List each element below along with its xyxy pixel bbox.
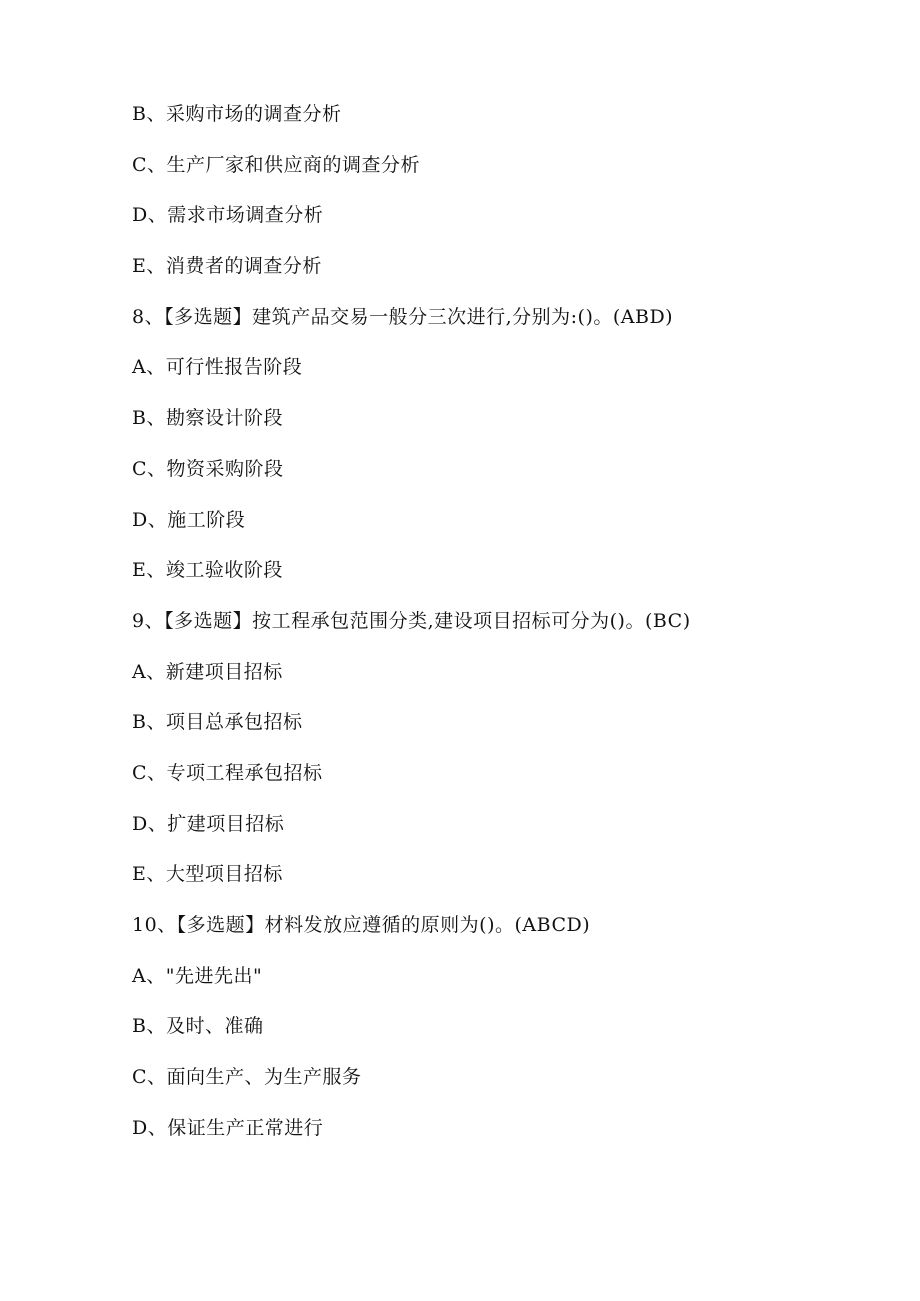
question-content bbox=[132, 100, 832, 1164]
option-b-procurement-market: B、采购市场的调查分析 bbox=[132, 103, 342, 125]
q8-option-d: D、施工阶段 bbox=[132, 508, 246, 531]
question-9: 9、【多选题】按工程承包范围分类,建设项目招标可分为()。(BC) bbox=[132, 609, 691, 632]
q10-option-b: B、及时、准确 bbox=[132, 1015, 264, 1038]
q9-option-b: B、项目总承包招标 bbox=[132, 711, 303, 734]
q9-option-d: D、扩建项目招标 bbox=[132, 812, 285, 835]
option-d-demand-market: D、需求市场调查分析 bbox=[132, 204, 324, 227]
option-e-consumer: E、消费者的调查分析 bbox=[132, 255, 322, 278]
q9-option-e: E、大型项目招标 bbox=[132, 863, 283, 886]
q8-option-b: B、勘察设计阶段 bbox=[132, 407, 283, 430]
question-10: 10、【多选题】材料发放应遵循的原则为()。(ABCD) bbox=[132, 914, 591, 936]
q10-option-c: C、面向生产、为生产服务 bbox=[132, 1066, 362, 1089]
q8-option-c: C、物资采购阶段 bbox=[132, 457, 284, 480]
q10-option-d: D、保证生产正常进行 bbox=[132, 1116, 324, 1139]
q8-option-e: E、竣工验收阶段 bbox=[132, 559, 283, 582]
q8-option-a: A、可行性报告阶段 bbox=[132, 356, 303, 379]
q9-option-c: C、专项工程承包招标 bbox=[132, 761, 323, 784]
q10-option-a: A、"先进先出" bbox=[132, 964, 263, 987]
q9-option-a: A、新建项目招标 bbox=[132, 660, 283, 683]
option-c-manufacturer-supplier: C、生产厂家和供应商的调查分析 bbox=[132, 153, 421, 176]
question-8: 8、【多选题】建筑产品交易一般分三次进行,分别为:()。(ABD) bbox=[132, 305, 674, 328]
